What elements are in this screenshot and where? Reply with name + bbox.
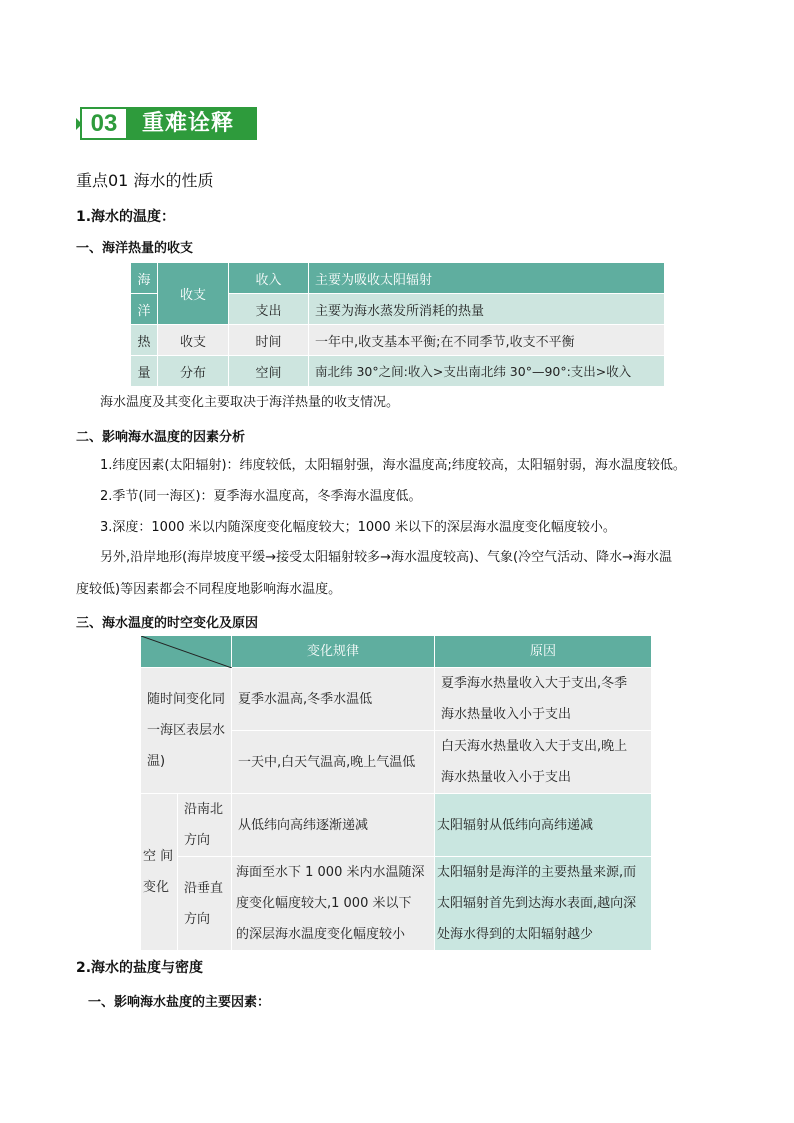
sub2-title: 二、影响海水温度的因素分析	[76, 430, 246, 445]
factor-item: 2.季节(同一海区)：夏季海水温度高，冬季海水温度低。	[100, 489, 422, 504]
diagonal-line	[141, 636, 232, 668]
time-label-cell	[141, 668, 232, 794]
topic-heading: 重点01 海水的性质	[76, 171, 214, 190]
reason-line: 夏季海水热量收入大于支出,冬季	[441, 676, 628, 691]
factor-item: 1.纬度因素(太阳辐射)：纬度较低，太阳辐射强，海水温度高;纬度较高，太阳辐射弱，海水温度较低。	[100, 458, 686, 473]
rule-cell	[232, 857, 435, 951]
cell-distribution: 分布	[158, 356, 229, 387]
reason-line: 处海水得到的太阳辐射越少	[437, 927, 594, 942]
rule-line: 的深层海水温度变化幅度较小	[236, 927, 406, 942]
section2-title: 2.海水的盐度与密度	[76, 960, 204, 976]
rule-cell: 一天中,白天气温高,晚上气温低	[232, 731, 435, 794]
banner-number: 03	[80, 107, 128, 140]
dir-line: 沿垂直	[184, 880, 224, 896]
paragraph: 海水温度及其变化主要取决于海洋热量的收支情况。	[100, 395, 400, 410]
rule-line: 度变化幅度较大,1 000 米以下	[236, 896, 412, 911]
rule-line: 海面至水下 1 000 米内水温随深	[236, 865, 425, 880]
temperature-variation-table	[140, 635, 652, 951]
sub4-title: 一、影响海水盐度的主要因素：	[88, 995, 271, 1010]
section-banner	[76, 107, 257, 140]
section1-title: 1.海水的温度：	[76, 209, 176, 225]
cell-val: 主要为海水蒸发所消耗的热量	[309, 294, 665, 325]
reason-cell	[435, 731, 652, 794]
direction-cell	[178, 794, 232, 857]
cell-budget: 收支	[158, 325, 229, 356]
direction-cell	[178, 857, 232, 951]
reason-cell	[435, 857, 652, 951]
cell-budget: 收支	[158, 263, 229, 325]
reason-cell	[435, 668, 652, 731]
label-line: 温)	[147, 754, 166, 769]
cell-key: 收入	[229, 263, 309, 294]
paragraph: 度较低)等因素都会不同程度地影响海水温度。	[76, 582, 342, 597]
heat-budget-table	[130, 262, 665, 387]
dir-line: 沿南北	[184, 802, 224, 817]
sub1-title: 一、海洋热量的收支	[76, 241, 194, 256]
label-line: 随时间变化同	[147, 692, 226, 707]
cell-key: 空间	[229, 356, 309, 387]
reason-line: 太阳辐射是海洋的主要热量来源,而	[437, 865, 637, 880]
label-line: 一海区表层水	[147, 723, 226, 738]
cell-val: 一年中,收支基本平衡;在不同季节,收支不平衡	[309, 325, 665, 356]
dir-line: 方向	[184, 833, 211, 848]
space-label-cell	[141, 794, 178, 951]
header-rule: 变化规律	[232, 636, 435, 668]
side-char: 热	[131, 325, 158, 356]
side-char: 海	[131, 263, 158, 294]
side-char: 量	[131, 356, 158, 387]
rule-cell: 夏季水温高,冬季水温低	[232, 668, 435, 731]
reason-line: 海水热量收入小于支出	[441, 707, 572, 722]
label-line: 空 间	[143, 849, 174, 864]
rule-cell: 从低纬向高纬逐渐递减	[232, 794, 435, 857]
cell-val: 南北纬 30°之间:收入>支出南北纬 30°—90°:支出>收入	[309, 356, 665, 387]
paragraph: 另外,沿岸地形(海岸坡度平缓→接受太阳辐射较多→海水温度较高)、气象(冷空气活动、降水→海水温	[100, 550, 673, 565]
reason-line: 海水热量收入小于支出	[441, 770, 572, 785]
reason-cell: 太阳辐射从低纬向高纬递减	[435, 794, 652, 857]
banner-title: 重难诠释	[128, 107, 257, 140]
reason-line: 白天海水热量收入大于支出,晚上	[441, 739, 628, 754]
side-char: 洋	[131, 294, 158, 325]
factor-item: 3.深度：1000 米以内随深度变化幅度较大；1000 米以下的深层海水温度变化幅度较小。	[100, 520, 616, 535]
cell-val: 主要为吸收太阳辐射	[309, 263, 665, 294]
diagonal-header-cell	[141, 636, 232, 668]
cell-key: 支出	[229, 294, 309, 325]
reason-line: 太阳辐射首先到达海水表面,越向深	[437, 896, 637, 911]
cell-key: 时间	[229, 325, 309, 356]
label-line: 变化	[143, 880, 170, 895]
sub3-title: 三、海水温度的时空变化及原因	[76, 616, 259, 631]
header-reason: 原因	[435, 636, 652, 668]
dir-line: 方向	[184, 911, 211, 927]
